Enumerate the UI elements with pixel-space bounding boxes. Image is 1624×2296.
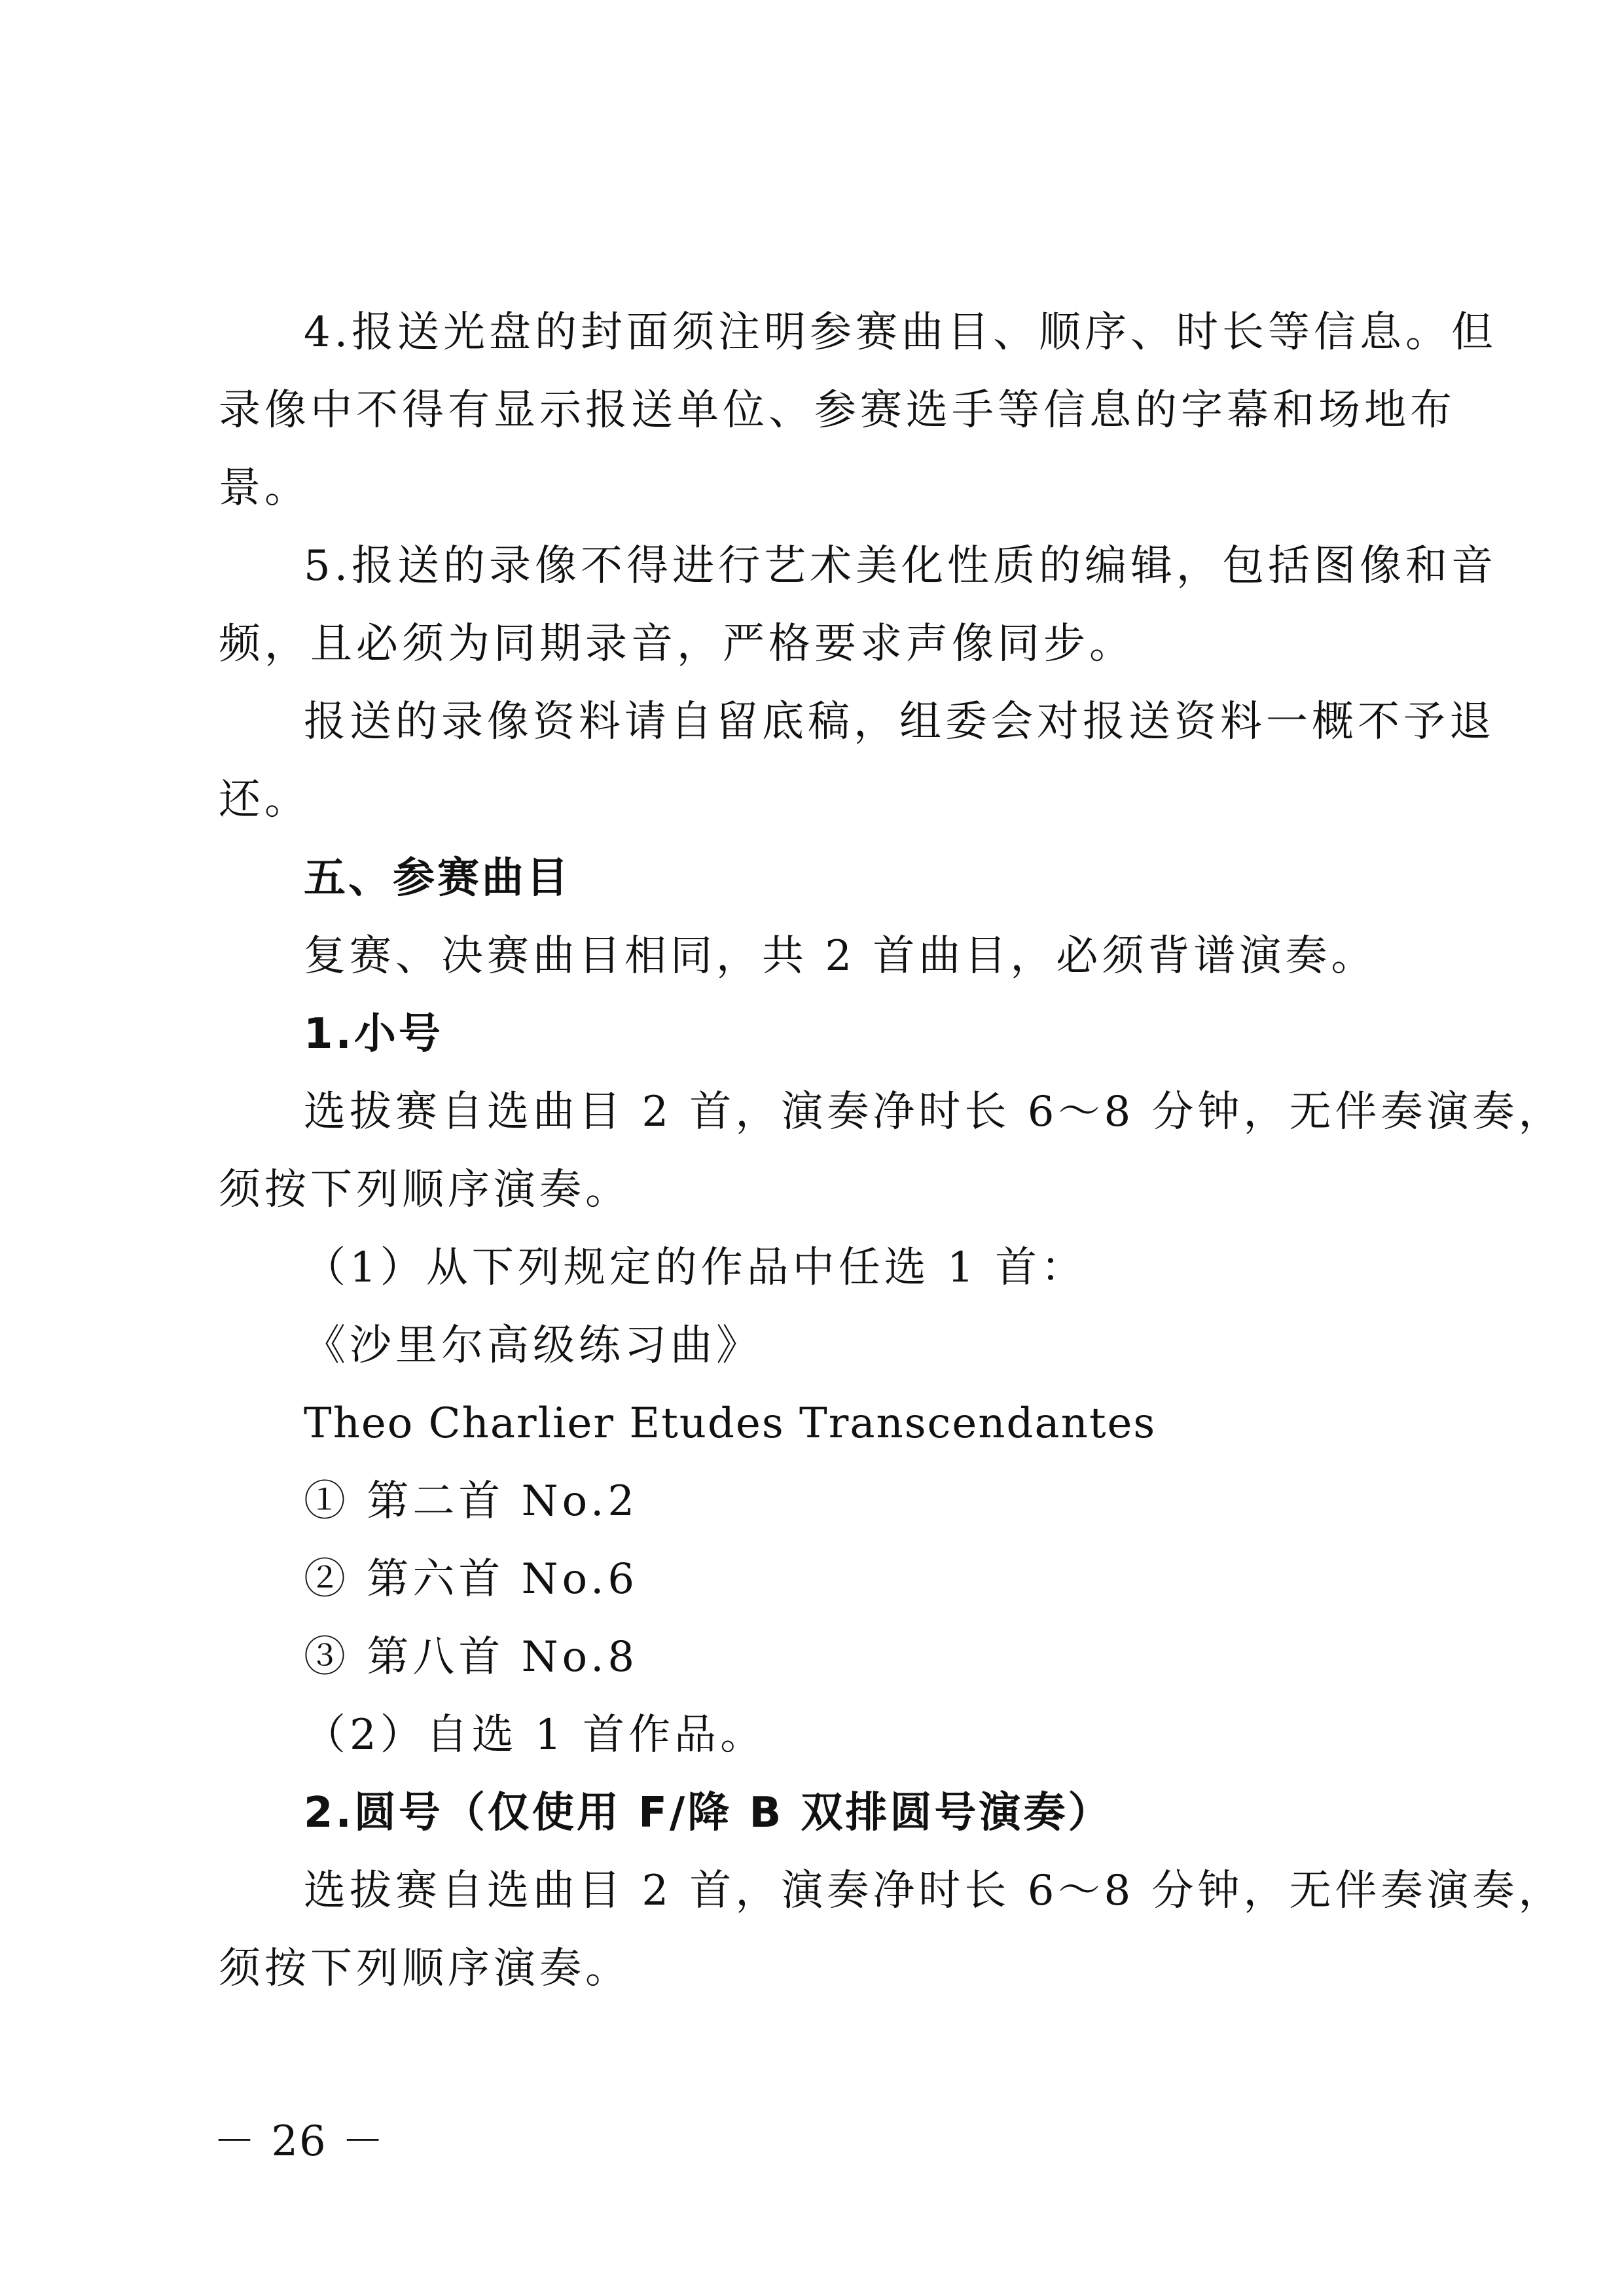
trumpet-rule-line-2: 须按下列顺序演奏。 (219, 1166, 631, 1214)
etude-option-6: ② 第六首 No.6 (304, 1555, 639, 1604)
paragraph-return-line-2: 还。 (219, 776, 310, 824)
trumpet-rule-line-1: 选拔赛自选曲目 2 首，演奏净时长 6～8 分钟，无伴奏演奏， (304, 1088, 1564, 1136)
section-heading-repertoire: 五、参赛曲目 (304, 854, 571, 903)
horn-rule-line-2: 须按下列顺序演奏。 (219, 1945, 631, 1993)
paragraph-4-line-3: 景。 (219, 464, 310, 512)
etude-title-chinese: 《沙里尔高级练习曲》 (304, 1321, 762, 1370)
paragraph-5-line-1: 5.报送的录像不得进行艺术美化性质的编辑，包括图像和音 (304, 542, 1498, 590)
paragraph-return-line-1: 报送的录像资料请自留底稿，组委会对报送资料一概不予退 (304, 698, 1495, 746)
etude-option-2: ① 第二首 No.2 (304, 1477, 639, 1526)
paragraph-5-line-2: 频，且必须为同期录音，严格要求声像同步。 (219, 620, 1135, 668)
paragraph-4-line-1: 4.报送光盘的封面须注明参赛曲目、顺序、时长等信息。但 (304, 308, 1498, 357)
horn-rule-line-1: 选拔赛自选曲目 2 首，演奏净时长 6～8 分钟，无伴奏演奏， (304, 1867, 1564, 1915)
trumpet-item-1: （1）从下列规定的作品中任选 1 首： (304, 1244, 1087, 1292)
subheading-horn: 2.圆号（仅使用 F/降 B 双排圆号演奏） (304, 1789, 1113, 1837)
repertoire-intro: 复赛、决赛曲目相同，共 2 首曲目，必须背谱演奏。 (304, 932, 1377, 980)
paragraph-4-line-2: 录像中不得有显示报送单位、参赛选手等信息的字幕和场地布 (219, 386, 1456, 435)
etude-option-8: ③ 第八首 No.8 (304, 1633, 639, 1681)
etude-title-english: Theo Charlier Etudes Transcendantes (304, 1399, 1157, 1448)
trumpet-item-2: （2）自选 1 首作品。 (304, 1711, 767, 1759)
page-number: － 26 － (213, 2117, 386, 2166)
subheading-trumpet: 1.小号 (304, 1010, 443, 1058)
